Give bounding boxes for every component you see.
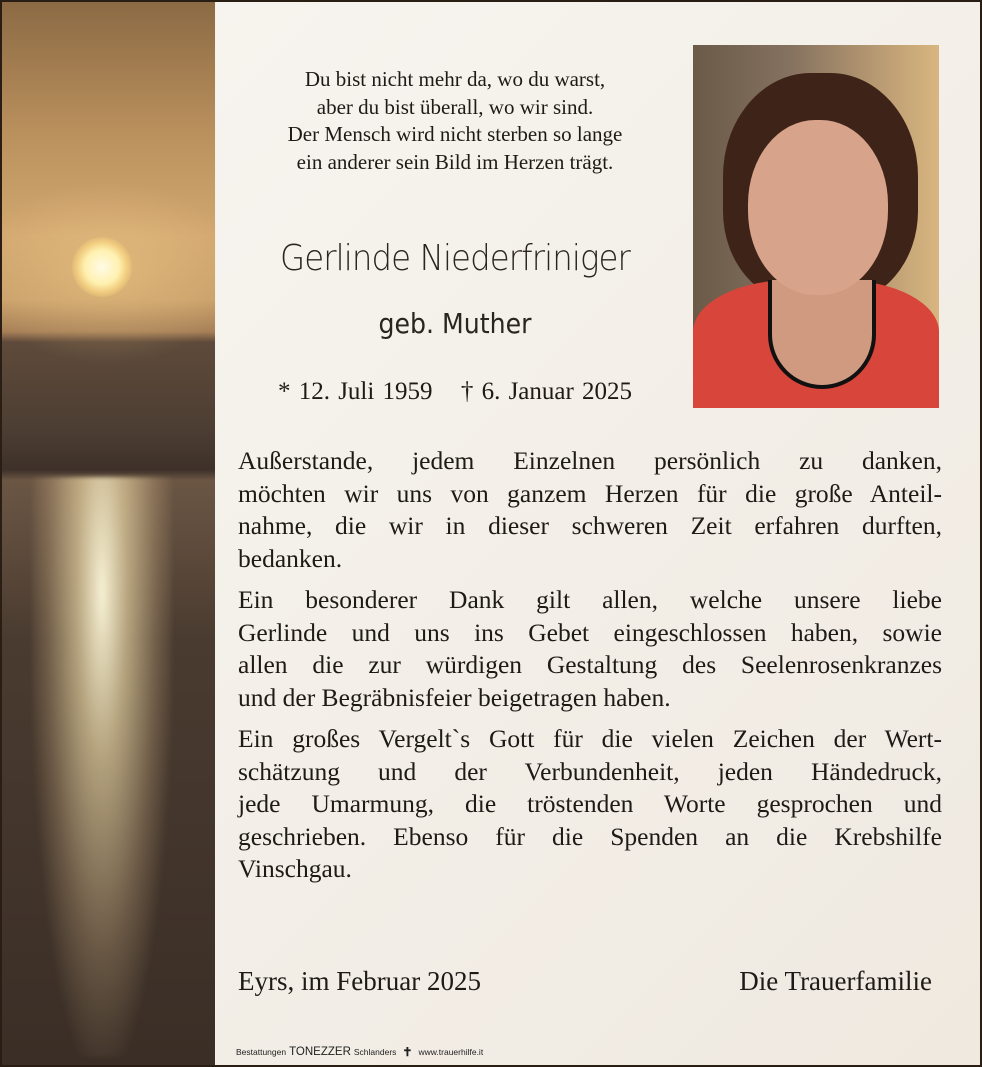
footer-prefix: Bestattungen [236,1047,287,1057]
maiden-name: geb. Muther [378,307,532,340]
cross-logo-icon: ✝ [402,1045,413,1059]
quote-line: ein anderer sein Bild im Herzen trägt. [296,149,614,174]
text-line: bedanken. [238,543,343,573]
footer-url: www.trauerhilfe.it [418,1047,484,1057]
portrait-photo [693,45,939,408]
footer [236,1045,483,1059]
paragraph [238,584,942,714]
portrait-face [748,120,888,295]
quote-line: aber du bist überall, wo wir sind. [316,94,594,119]
portrait-necklace [768,280,876,389]
signature: Die Trauerfamilie [739,966,932,996]
text-line: jede Umarmung, die tröstenden Worte gesprochen und [238,789,942,818]
paragraph [238,723,942,886]
footer-brand: TONEZZER [289,1046,351,1058]
text-line: schätzung und der Verbundenheit, jeden Händedruck, [238,756,942,786]
text-line: allen die zur würdigen Gestaltung des Seelenrosenkranzes [238,650,942,679]
text-line: geschrieben. Ebenso für die Spenden an die Krebshilfe [238,821,942,851]
quote [230,66,680,176]
death-date: † 6. Januar 2025 [460,378,633,405]
paragraph [238,445,942,575]
text-line: Außerstande, jedem Einzelnen persönlich zu danken, [238,446,942,475]
text-line: und der Begräbnisfeier beigetragen haben. [238,682,671,712]
sun [72,237,132,297]
deceased-name: Gerlinde Niederfriniger [280,238,630,279]
place-date: Eyrs, im Februar 2025 [238,966,481,996]
footer-town: Schlanders [353,1047,397,1057]
text-line: Ein großes Vergelt`s Gott für die vielen Zeichen der Wert- [238,724,942,753]
quote-line: Der Mensch wird nicht sterben so lange [287,122,623,146]
text-line: Gerlinde und uns ins Gebet eingeschlossen haben, sowie [238,617,942,647]
life-dates [230,378,680,406]
text-line: möchten wir uns von ganzem Herzen für die große Anteil- [238,478,942,508]
obituary-card [2,2,980,1065]
birth-date: * 12. Juli 1959 [277,378,433,405]
text-line: Ein besonderer Dank gilt allen, welche unsere liebe [238,585,942,614]
thank-you-text [238,445,942,895]
text-line: nahme, die wir in dieser schweren Zeit erfahren durften, [238,511,942,540]
text-line: Vinschgau. [238,854,352,883]
water-reflection [32,477,172,1057]
sunset-photo [2,2,215,1065]
quote-line: Du bist nicht mehr da, wo du warst, [304,67,606,91]
